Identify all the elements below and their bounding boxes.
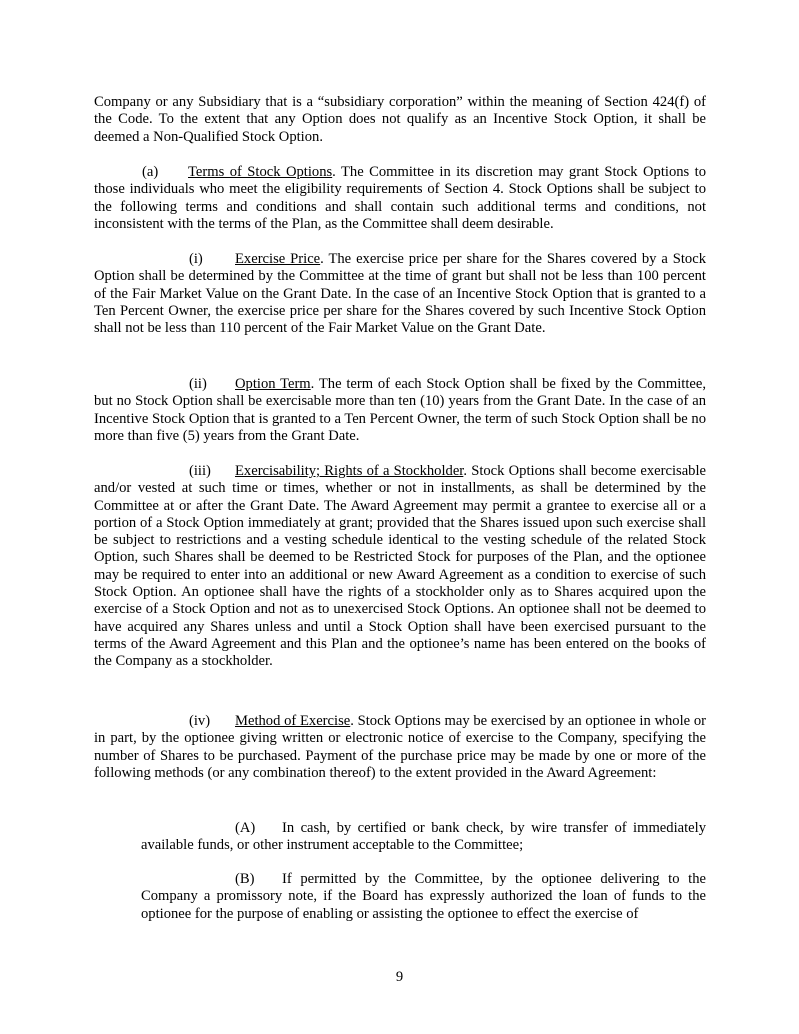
item-iii-paragraph: [94, 463, 706, 671]
item-iv-text: . Stock Options may be exercised by an optionee in whole or in part, by the optionee giving written or electronic notice of exercise to the Company, specifying the number of Shares to be purchased. Payment of the purchase price may be made by one or more of the following methods (or any combination thereof) to the extent provided in the Award Agreement:: [94, 713, 706, 781]
item-ii-label: (ii): [189, 376, 207, 392]
sub-item-b-text: If permitted by the Committee, by the optionee delivering to the Company a promissory note, if the Board has expressly authorized the loan of funds to the optionee for the purpose of enabling or assisting the optionee to effect the exercise of: [141, 871, 706, 922]
sub-item-b-paragraph: [141, 871, 706, 923]
sub-item-a-text: In cash, by certified or bank check, by wire transfer of immediately available funds, or other instrument acceptable to the Committee;: [141, 820, 706, 854]
item-iii-text: . Stock Options shall become exercisable and/or vested at such time or times, whether or not in installments, as shall be determined by the Committee at or after the Grant Date. The Award Agreement may permit a grantee to exercise all or a portion of a Stock Option immediately at grant; provided that the Shares issued upon such exercise shall be subject to restrictions and a vesting schedule identical to the vesting schedule of the related Stock Option, such Shares shall be deemed to be Restricted Stock for purposes of the Plan, and the optionee may be required to enter into an additional or new Award Agreement as a condition to exercise of such Stock Option. An optionee shall have the rights of a stockholder only as to Shares acquired upon the exercise of a Stock Option and not as to unexercised Stock Options. An optionee shall not be deemed to have acquired any Shares unless and until a Stock Option shall have been exercised pursuant to the terms of the Award Agreement and this Plan and the optionee’s name has been entered on the books of the Company as a stockholder.: [94, 463, 707, 670]
sub-item-a-label: (A): [235, 820, 256, 836]
item-ii-text: . The term of each Stock Option shall be fixed by the Committee, but no Stock Option shall be exercisable more than ten (10) years from the Grant Date. In the case of an Incentive Stock Option that is granted to a Ten Percent Owner, the term of such Stock Option shall be no more than five (5) years from the Grant Date.: [94, 376, 707, 444]
section-a-text: . The Committee in its discretion may grant Stock Options to those individuals who meet the eligibility requirements of Section 4. Stock Options shall be subject to the following terms and conditions and shall contain such additional terms and conditions, not inconsistent with the terms of the Plan, as the Committee shall deem desirable.: [94, 164, 706, 232]
section-a-paragraph: [94, 164, 706, 233]
page-number: 9: [395, 969, 404, 985]
item-i-text: . The exercise price per share for the Shares covered by a Stock Option shall be determined by the Committee at the time of grant but shall not be less than 100 percent of the Fair Market Value on the Grant Date. In the case of an Incentive Stock Option that is granted to a Ten Percent Owner, the exercise price per share for the Shares covered by such Incentive Stock Option shall not be less than 110 percent of the Fair Market Value on the Grant Date.: [94, 251, 706, 337]
item-iv-label: (iv): [189, 713, 211, 729]
item-ii-paragraph: [94, 376, 706, 445]
item-ii-heading: Option Term: [235, 376, 311, 392]
section-a-heading: Terms of Stock Options: [188, 164, 333, 180]
item-iv-heading: Method of Exercise: [235, 713, 351, 729]
sub-item-a-paragraph: [141, 820, 706, 855]
item-i-heading: Exercise Price: [235, 251, 321, 267]
item-i-paragraph: [94, 251, 706, 337]
item-i-label: (i): [189, 251, 203, 267]
sub-item-b-label: (B): [235, 871, 255, 887]
intro-paragraph: Company or any Subsidiary that is a “subsidiary corporation” within the meaning of Section 424(f) of the Code. To the extent that any Option does not qualify as an Incentive Stock Option, it shall be deemed a Non-Qualified Stock Option.: [94, 94, 706, 145]
item-iii-heading: Exercisability; Rights of a Stockholder: [235, 463, 464, 479]
section-a-label: (a): [142, 164, 159, 180]
item-iii-label: (iii): [189, 463, 211, 479]
item-iv-paragraph: [94, 713, 706, 782]
